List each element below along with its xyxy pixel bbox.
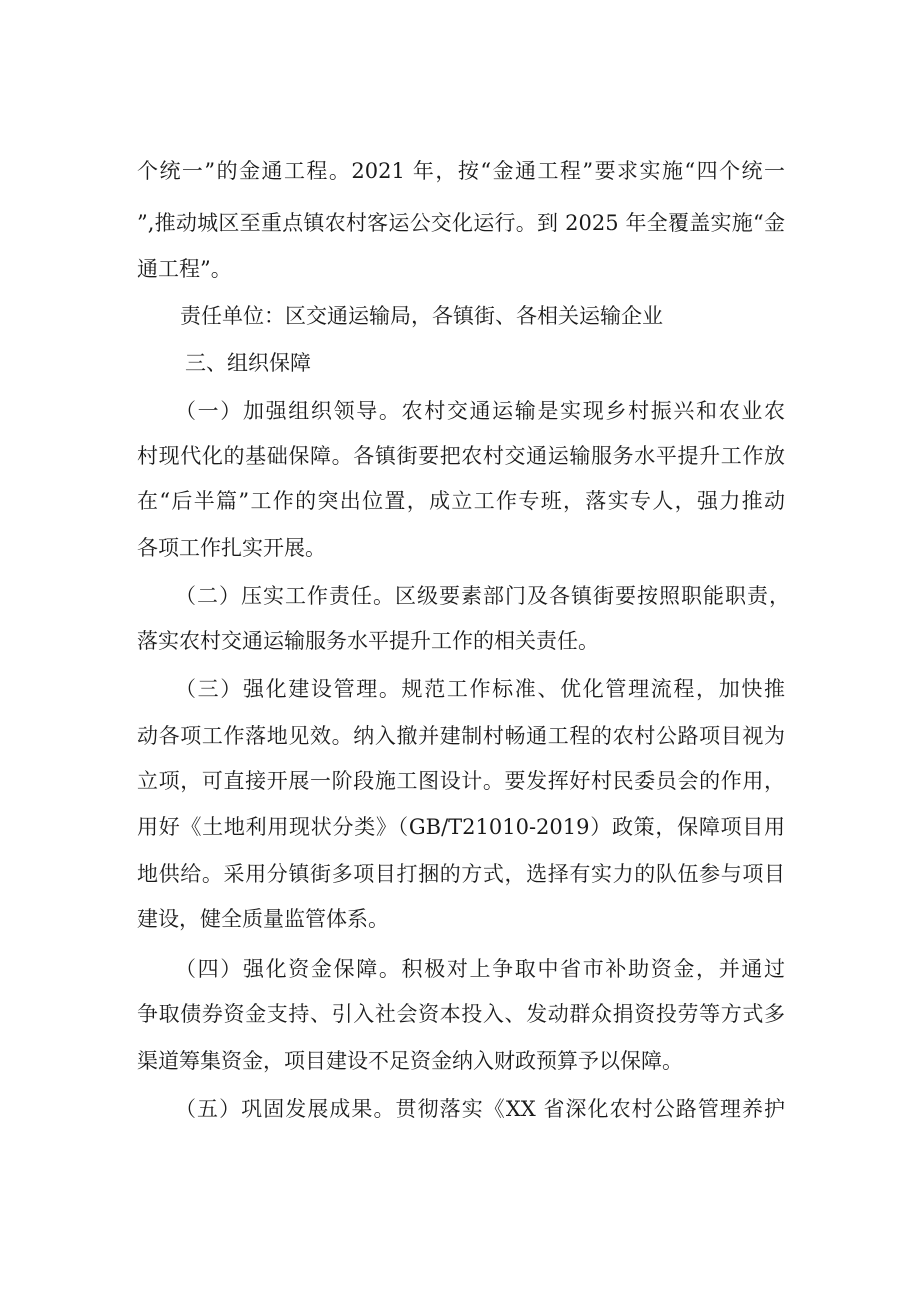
paragraph-line: 用好《土地利用现状分类》（GB/T21010-2019）政策，保障项目用 xyxy=(137,815,785,839)
paragraph-line: 地供给。采用分镇街多项目打捆的方式，选择有实力的队伍参与项目 xyxy=(137,862,785,886)
paragraph-line: 通工程”。 xyxy=(137,257,232,281)
section-heading: 三、组织保障 xyxy=(185,351,311,375)
paragraph-line: ”,推动城区至重点镇农村客运公交化运行。到 2025 年全覆盖实施“金 xyxy=(137,211,785,235)
paragraph-line: 落实农村交通运输服务水平提升工作的相关责任。 xyxy=(137,629,599,653)
paragraph-line: 动各项工作落地见效。纳入撤并建制村畅通工程的农村公路项目视为 xyxy=(137,724,785,748)
paragraph-line: 争取债券资金支持、引入社会资本投入、发动群众捐资投劳等方式多 xyxy=(137,1002,785,1026)
responsible-units-line: 责任单位：区交通运输局，各镇街、各相关运输企业 xyxy=(180,304,663,328)
paragraph-line: （四）强化资金保障。积极对上争取中省市补助资金，并通过 xyxy=(175,957,785,981)
paragraph-line: （一）加强组织领导。农村交通运输是实现乡村振兴和农业农 xyxy=(175,399,785,423)
paragraph-line: 建设，健全质量监管体系。 xyxy=(137,907,389,931)
paragraph-line: 渠道筹集资金，项目建设不足资金纳入财政预算予以保障。 xyxy=(137,1049,683,1073)
paragraph-line: 立项，可直接开展一阶段施工图设计。要发挥好村民委员会的作用， xyxy=(137,769,785,793)
paragraph-line: 村现代化的基础保障。各镇街要把农村交通运输服务水平提升工作放 xyxy=(137,444,785,468)
paragraph-line: （二）压实工作责任。区级要素部门及各镇街要按照职能职责， xyxy=(175,584,790,608)
paragraph-line: 个统一”的金通工程。2021 年，按“金通工程”要求实施“四个统一 xyxy=(137,159,785,183)
paragraph-line: （五）巩固发展成果。贯彻落实《XX 省深化农村公路管理养护 xyxy=(175,1097,785,1121)
paragraph-line: （三）强化建设管理。规范工作标准、优化管理流程，加快推 xyxy=(175,677,785,701)
paragraph-line: 在“后半篇”工作的突出位置，成立工作专班，落实专人，强力推动 xyxy=(137,489,785,513)
paragraph-line: 各项工作扎实开展。 xyxy=(137,536,326,560)
